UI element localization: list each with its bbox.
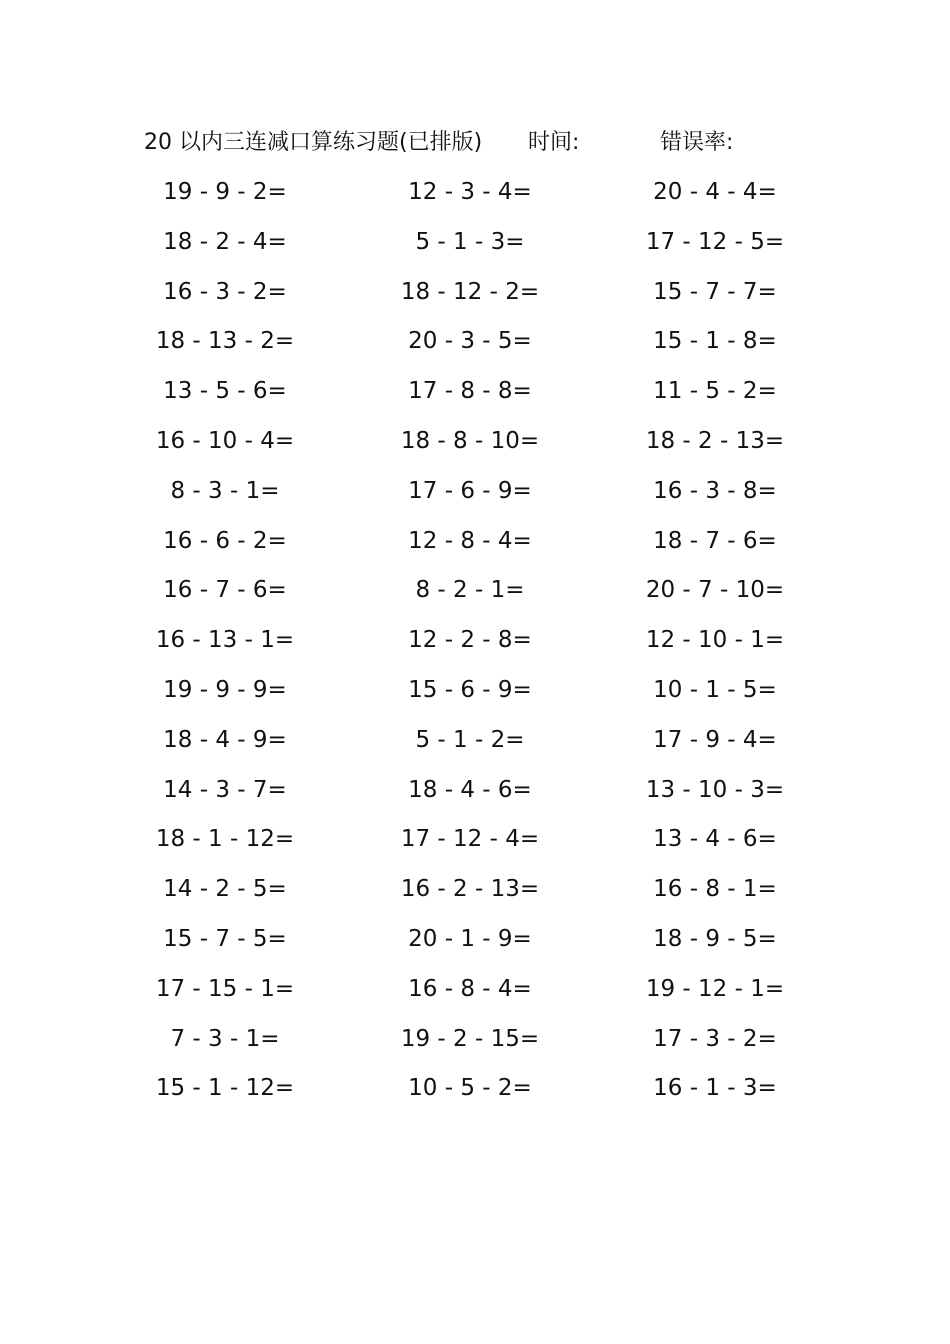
problem-grid	[140, 168, 820, 1114]
problem-item: 17 - 6 - 9=	[408, 477, 532, 504]
problem-row	[140, 1064, 820, 1114]
problem-item: 18 - 2 - 13=	[645, 427, 785, 454]
problem-item: 11 - 5 - 2=	[653, 378, 777, 405]
problem-item: 20 - 7 - 10=	[645, 577, 785, 604]
problem-item: 10 - 5 - 2=	[408, 1075, 532, 1102]
problem-item: 10 - 1 - 5=	[653, 676, 777, 703]
problem-row	[140, 218, 820, 268]
problem-item: 15 - 1 - 8=	[653, 328, 777, 355]
problem-item: 13 - 4 - 6=	[653, 826, 777, 853]
problem-row	[140, 517, 820, 567]
problem-item: 16 - 6 - 2=	[163, 527, 287, 554]
problem-item: 15 - 1 - 12=	[155, 1075, 295, 1102]
problem-item: 19 - 12 - 1=	[645, 975, 785, 1002]
problem-item: 19 - 9 - 2=	[163, 179, 287, 205]
problem-row	[140, 417, 820, 467]
problem-item: 16 - 8 - 4=	[408, 975, 532, 1002]
problem-item: 12 - 10 - 1=	[645, 627, 785, 654]
problem-item: 8 - 2 - 1=	[415, 577, 525, 604]
worksheet-header	[144, 126, 804, 160]
problem-item: 20 - 1 - 9=	[408, 925, 532, 952]
problem-item: 13 - 5 - 6=	[163, 378, 287, 405]
problem-item: 16 - 7 - 6=	[163, 577, 287, 604]
problem-item: 16 - 3 - 2=	[163, 278, 287, 305]
problem-item: 16 - 2 - 13=	[400, 876, 540, 903]
problem-item: 16 - 1 - 3=	[653, 1075, 777, 1102]
problem-item: 19 - 2 - 15=	[400, 1025, 540, 1052]
problem-item: 18 - 4 - 6=	[408, 776, 532, 803]
problem-item: 12 - 3 - 4=	[408, 179, 532, 205]
problem-item: 14 - 2 - 5=	[163, 876, 287, 903]
problem-item: 18 - 9 - 5=	[653, 925, 777, 952]
problem-item: 18 - 13 - 2=	[155, 328, 295, 355]
problem-item: 17 - 15 - 1=	[155, 975, 295, 1002]
time-label: 时间:	[528, 130, 580, 155]
problem-item: 5 - 1 - 3=	[415, 228, 525, 255]
problem-item: 18 - 1 - 12=	[155, 826, 295, 853]
problem-item: 20 - 3 - 5=	[408, 328, 532, 355]
problem-item: 17 - 12 - 5=	[645, 228, 785, 255]
problem-row	[140, 467, 820, 517]
problem-item: 13 - 10 - 3=	[645, 776, 785, 803]
problem-row	[140, 268, 820, 318]
problem-item: 5 - 1 - 2=	[415, 726, 525, 753]
problem-item: 17 - 12 - 4=	[400, 826, 540, 853]
problem-item: 14 - 3 - 7=	[163, 776, 287, 803]
problem-row	[140, 566, 820, 616]
problem-row	[140, 168, 820, 218]
problem-row	[140, 367, 820, 417]
problem-item: 18 - 7 - 6=	[653, 527, 777, 554]
problem-item: 12 - 2 - 8=	[408, 627, 532, 654]
problem-item: 7 - 3 - 1=	[170, 1025, 280, 1052]
problem-row	[140, 915, 820, 965]
error-rate-label: 错误率:	[660, 130, 734, 155]
problem-row	[140, 1015, 820, 1065]
problem-row	[140, 766, 820, 816]
problem-row	[140, 965, 820, 1015]
problem-row	[140, 616, 820, 666]
problem-item: 20 - 4 - 4=	[653, 179, 777, 205]
worksheet-title: 20 以内三连减口算练习题(已排版)	[144, 130, 483, 155]
problem-item: 8 - 3 - 1=	[170, 477, 280, 504]
problem-row	[140, 815, 820, 865]
problem-item: 16 - 3 - 8=	[653, 477, 777, 504]
problem-row	[140, 666, 820, 716]
problem-item: 18 - 4 - 9=	[163, 726, 287, 753]
problem-item: 16 - 13 - 1=	[155, 627, 295, 654]
problem-item: 17 - 9 - 4=	[653, 726, 777, 753]
problem-item: 12 - 8 - 4=	[408, 527, 532, 554]
problem-item: 16 - 10 - 4=	[155, 427, 295, 454]
problem-row	[140, 865, 820, 915]
problem-item: 15 - 7 - 5=	[163, 925, 287, 952]
problem-row	[140, 716, 820, 766]
problem-item: 17 - 3 - 2=	[653, 1025, 777, 1052]
problem-item: 16 - 8 - 1=	[653, 876, 777, 903]
problem-row	[140, 317, 820, 367]
problem-item: 19 - 9 - 9=	[163, 676, 287, 703]
problem-item: 15 - 7 - 7=	[653, 278, 777, 305]
problem-item: 15 - 6 - 9=	[408, 676, 532, 703]
problem-item: 18 - 12 - 2=	[400, 278, 540, 305]
problem-item: 18 - 2 - 4=	[163, 228, 287, 255]
problem-item: 17 - 8 - 8=	[408, 378, 532, 405]
problem-item: 18 - 8 - 10=	[400, 427, 540, 454]
